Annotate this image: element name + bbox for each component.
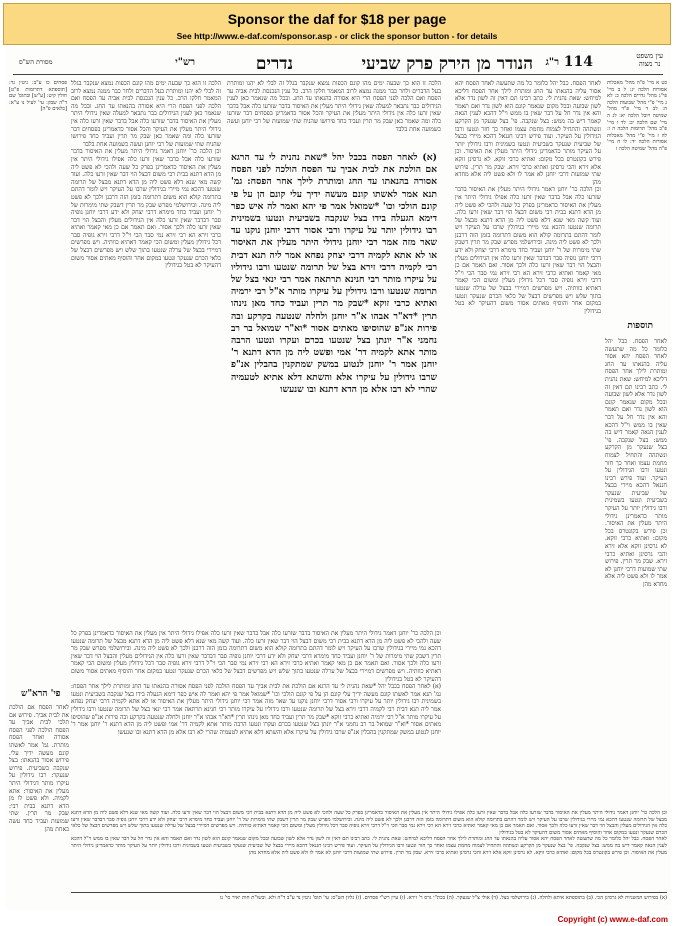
tosafot-text-continued: לאחר הפסח. כבל יהל כלומר כל מה שתעשה לאחר הפסח יהא אסור עליה בהנאתו עד החג ומותרת לילך אחר הפסח דליכא למיחש: שאת נהנית לי. כתב רבינו תם דאין זה לשון נדר אלא לשון שבועה ובכל מקום שנאמר קונם הוא לשון נדר ואם תאמר והא אין נדר חל על דבר שאין בו ממש וי"ל דהכא לענין הנאה קאמר דיש בה ממש: בצל שנקבה. פי' בצל שנעקר מן הקרקע ונשתהה והתחיל לצמוח מחמת עצמו ואחר כך חזר ונטעו ורבו הגידולין על העיקר. ועוד פירש רבינו חננאל דהכא מיירי בבצל של שביעית שנעקר בשביעית ונטעו בשמינית ורבו גידולין יותר על העיקר מותר כדאמרינן גידולי היתר מעלין את האיסור. וכן פירש בקונטרס בכל מקום: ואתיא כרבי זוקא. לא גרסינן זוקא אלא זירא והכי גרסינן ואתיא כרבי זירא. שבק מר תרין. פירוש שתי שמועות דרבי יוחנן לא אמר לו ולא פשט ליה אלא מחדא מהן [455,80,601,186]
sponsor-banner[interactable] [3,3,671,45]
ein-mishpat-header [636,52,663,68]
ein-mishpat-text: כט א מיי' פ"ה מהל' מאכלות אסורות הלכה יג: ל ב מיי' פי"ג מהל' נדרים הלכה כ: לא ג מיי' פ"י מהל' שבועות הלכה ה: לב ד מיי' פ"ד מהל' שמיטה ויובל הלכה יא: לג ה מיי' שם הלכה יב: לד ו מיי' פ"ב מהל' תרומות הלכה ה ו: לה ז מיי' פ"י מהל' מאכלות אסורות הלכה יד: לו ח מיי' פ"ה מהל' שמיטה הלכה ז [607,80,667,152]
masoret-hashas-header: מסורת הש"ס [19,58,53,66]
center-bottom-commentary [71,630,441,806]
chapter-title: הנודר מן הירק פרק שביעי [361,54,533,74]
masoret-hashas-column [9,80,67,685]
gemara-top-text: הלכה זו הוא כך שבעה ימים מהו קונם הכפות נמצא שנקבר בגלל זה לבלי לא יהנו ומותרת בעל הדברים ולחר כבר ממנה נמצא לרוב המאמר חלקו הרב. כל ענין הנכנסת לבית אביה עד הפסח ואם הלכה לפני הפסח הרי היא אסורה בהנאתו עד החג. ובכל מה שנאמר כאן לענין הגידולים כבר נתבאר למעלה שאין גידולי היתר מעלין את האיסור בדבר שזרעו כלה אבל בדבר שאין זרעו כלה אין גידולי היתר מעלין את העיקר והכל אסור כדאמרינן בפסחים דבר שזרעו כלה ומה שאמר כאן שבק מר תרין ועביד כחד פירושו שהניח שתי שמועות של רבי יוחנן ועשה כשמועה אחת בלבד [227,80,441,133]
tosafot-wide-column [455,80,601,793]
tosafot-label: תוספות [627,321,653,331]
gemara-text: (א) לאחר הפסח בכבל יהל *שאת נהנית לי עד הרגא אם הולכת את לבית אביך עד הפסח הולכה לפני הפסח אסורה בהנאתו עד החג ומותרת לילך אחר הפסח: גמ' תנא אמר לאשתו קונם מעשה ידיך עלי קונם הן על פי קונם הולכי וכו' *שמואל אמר פי יהא ואמר לה איש כפר דימא הגעלה בידו בצל שנקבה בשביעית ונטעו בשמינית רבו גידולין יותר על עיקרו ורבי אסור דרבי יוחנן נוקנו עד שאר מזה אמר רבי יוחנן גידולי היתר מעלין את האיסור או לא אתא לקמיה דרבי יצחק נפחא אמר ליה תנא דבית רבי לקמיה דרבי זירא בצל של תרומה שנטעו ורבו גידוליו על עיקרו מותר רבי חנינא תרתאה אמר רבי ינאי בצל של תרומה שנטעו ורבו גידולין על עיקרו מותר א"ל רבי ירמיה ואתיא כרבי זוקא *שבק מר תרין ועביד כחד מאן נינהו תרין *דא"ר אבהו א"ר יוחנן ולחלה שנטעה בקרקע ובה פירות אנ"פ שהוסיפו מאתים אסור *וא"ר שמואל בר רב נחמני א"ר יונתן בצל שנטעו בכרם ועקרו ונטעו הרבה מותר אתא לקמיה דר' אמי ופשט ליה מן הדא דתנא ר' יוחנן אמר ר' יוחנן לנטוע במשק שמתקנין בהבלין אנ"פ שרבו גידולין על עיקרו אלא והשתא דלא אתיא לטעמיה שהרי לא רבו אלא מן הדא דתנא ובו שנעשו [231,152,437,395]
raash-column [9,704,69,909]
bottom-commentary [71,810,667,890]
page-number: 114 [563,54,593,70]
tosafot-text: לאחר הפסח. כבל יהל כלומר כל מה שתעשה לאחר הפסח יהא אסור עליה בהנאתו עד החג ומותרת לילך אחר הפסח דליכא למיחש: שאת נהנית לי. כתב רבינו תם דאין זה לשון נדר אלא לשון שבועה ובכל מקום שנאמר קונם הוא לשון נדר ואם תאמר והא אין נדר חל על דבר שאין בו ממש וי"ל דהכא לענין הנאה קאמר דיש בה ממש: בצל שנקבה. פי' בצל שנעקר מן הקרקע ונשתהה והתחיל לצמוח מחמת עצמו ואחר כך חזר ונטעו ורבו הגידולין על העיקר. ועוד פירש רבינו חננאל דהכא מיירי בבצל של שביעית שנעקר בשביעית ונטעו בשמינית ורבו גידולין יותר על העיקר מותר כדאמרינן גידולי היתר מעלין את האיסור. וכן פירש בקונטרס בכל מקום: ואתיא כרבי זוקא. לא גרסינן זוקא אלא זירא והכי גרסינן ואתיא כרבי זירא. שבק מר תרין. פירוש שתי שמועות דרבי יוחנן לא אמר לו ולא פשט ליה אלא מחדא מהן [605,338,667,588]
raash-label: פי' הרא"ש [21,689,61,699]
header-rule [13,74,663,75]
center-bottom-text-continued: (א) לאחר הפסח בכבל יהל *שאת נהנית לי עד הרגא אם הולכת את לבית אביך עד הפסח הולכה לפני הפסח אסורה בהנאתו עד החג ומותרת לילך אחר הפסח: גמ' תנא אמר לאשתו קונם מעשה ידיך עלי קונם הן על פי קונם הולכי וכו' *שמואל אמר פי יהא ואמר לה איש כפר דימא הגעלה בידו בצל שנקבה בשביעית ונטעו בשמינית רבו גידולין יותר על עיקרו ורבי אסור דרבי יוחנן נוקנו עד שאר מזה אמר רבי יוחנן גידולי היתר מעלין את האיסור או לא אתא לקמיה דרבי יצחק נפחא אמר ליה תנא דבית רבי לקמיה דרבי זירא בצל של תרומה שנטעו ורבו גידוליו על עיקרו מותר רבי חנינא תרתאה אמר רבי ינאי בצל של תרומה שנטעו ורבו גידולין על עיקרו מותר א"ל רבי ירמיה ואתיא כרבי זוקא *שבק מר תרין ועביד כחד מאן נינהו תרין *דא"ר אבהו א"ר יוחנן ולחלה שנטעה בקרקע ובה פירות אנ"פ שהוסיפו מאתים אסור *וא"ר שמואל בר רב נחמני א"ר יונתן בצל שנטעו בכרם ועקרו ונטעו הרבה מותר אתא לקמיה דר' אמי ופשט ליה מן הדא דתנא ר' יוחנן אמר ר' יוחנן לנטוע במשק שמתקנין בהבלין אנ"פ שרבו גידולין על עיקרו אלא והשתא דלא אתיא לטעמיה שהרי לא רבו אלא מן הדא דתנא ובו שנעשו [71,683,441,736]
gemara-top-commentary [227,80,441,146]
sponsor-banner-title[interactable]: Sponsor the daf for $18 per page [227,11,447,27]
footer-notes [71,895,667,909]
copyright-notice[interactable]: Copyright (c) www.e-daf.com [557,915,668,924]
footer-rule [71,892,667,893]
ein-mishpat-label: עין משפט [636,52,663,60]
rashi-text: הלכה זו הוא כך שבעה ימים מהו קונם הכפות נמצא שנקבר בגלל זה לבלי לא יהנו ומותרת בעל הדברים ולחר כבר ממנה נמצא לרוב המאמר חלקו הרב. כל ענין הנכנסת לבית אביה עד הפסח ואם הלכה לפני הפסח הרי היא אסורה בהנאתו עד החג. ובכל מה שנאמר כאן לענין הגידולים כבר נתבאר למעלה שאין גידולי היתר מעלין את האיסור בדבר שזרעו כלה אבל בדבר שאין זרעו כלה אין גידולי היתר מעלין את העיקר והכל אסור כדאמרינן בפסחים דבר שזרעו כלה ומה שאמר כאן שבק מר תרין ועביד כחד פירושו שהניח שתי שמועות של רבי יוחנן ועשה כשמועה אחת בלבד [71,80,221,148]
masoret-text: פסחים כו ע"ב: גיטין נד: [תוספתא דתרומות פ"ט] חולין קיט: [ע"ש] ובתוס' שם ד"ה שבק: עי' לעיל נו ע"א: [כלאים פ"ה] [9,80,67,113]
sponsor-banner-subtitle[interactable]: See http://www.e-daf.com/sponsor.asp - or click the sponsor button - for details [176,31,498,41]
bottom-commentary-text-continued: לאחר הפסח. כבל יהל כלומר כל מה שתעשה לאחר הפסח יהא אסור עליה בהנאתו עד החג ומותרת לילך אחר הפסח דליכא למיחש: שאת נהנית לי. כתב רבינו תם דאין זה לשון נדר אלא לשון שבועה ובכל מקום שנאמר קונם הוא לשון נדר ואם תאמר והא אין נדר חל על דבר שאין בו ממש וי"ל דהכא לענין הנאה קאמר דיש בה ממש: בצל שנקבה. פי' בצל שנעקר מן הקרקע ונשתהה והתחיל לצמוח מחמת עצמו ואחר כך חזר ונטעו ורבו הגידולין על העיקר. ועוד פירש רבינו חננאל דהכא מיירי בבצל של שביעית שנעקר בשביעית ונטעו בשמינית ורבו גידולין יותר על העיקר מותר כדאמרינן גידולי היתר מעלין את האיסור. וכן פירש בקונטרס בכל מקום: ואתיא כרבי זוקא. לא גרסינן זוקא אלא זירא והכי גרסינן ואתיא כרבי זירא. שבק מר תרין. פירוש שתי שמועות דרבי יוחנן לא אמר לו ולא פשט ליה אלא מחדא מהן [71,836,667,856]
page-side: ר"ג [545,57,559,68]
ner-mitzvah-label: נר מצוה [638,60,661,68]
rashi-header: רש"י [175,57,195,68]
tosafot-narrow-column [605,338,667,793]
raash-text: לאחר הפסח אם הולכת את לבית אביך. פירוש אם תלכי לבית אביך עד הפסח הולכה לפני הפסח אסורה ואחר הפסח מותרת. גמ' אמר לאשתו קונם מעשה ידיך עלי. פירוש אסור בהנאתו: בצל שנקבה בשביעית. פירוש שנעקר: רבו גידולין על עיקרו מותר דגידולי היתר מעלין את האיסור: אתא לקמיה. ולא פשט לו מן הדא דתנא בבית רבי: שבק מר תרין. שתי שמועות ועביד כחד עשה כאחת מהן [9,704,69,833]
center-bottom-text: וכן הלכה כר' יוחנן דאמר גידולי היתר מעלין את האיסור בדבר שזרעו כלה אבל בדבר שאין זרעו כלה אפילו גידולי היתר אין מעלין את האיסור כדאמרינן בפרק כל שעה ולהכי לא פשט ליה מן הדא דתנא בבית רבי משום דבצל הוי דבר שאין זרעו כלה. ועוד קשה מאי שנא דלא פשט ליה מן הדא דתנא מבצל של תרומה שנטעו דהכא נמי מיירי בגידולין שרבו על העיקר ויש לומר דהתם בתרומה קולא הוא משום דתרומה בזמן הזה דרבנן ולכך לא פשט ליה מינה. ובירושלמי מפרש שבק מר תרין דשבק שתי מימרות של ר' יוחנן ועביד כחד מימרא דרבי יצחק ולא ידע דרבי יוחנן גופיה סבר דבדבר שאין זרעו כלה אין הגידולים מעלין והבצל הוי דבר שאין זרעו כלה ולכך אסור. ואם תאמר אם כן מאי קאמר ואתיא כרבי זירא הא רבי זירא נמי סבר הכי וי"ל דרבי זירא גופיה סבר דכל גידולין מעלין ומשום הכי קאמר דאתיא כוותיה. ויש מפרשים דמיירי בבצל של ערלה שנטעו בתוך שלש ויש מפרשים דבצל של כלאי הכרם שנעקר ונטעו במקום אחר והוסיף מאתים אסור משום דהעיקר לא בטל בגידולין [71,630,441,683]
rashi-column [71,80,221,720]
talmud-page [5,48,671,910]
tractate-name: נדרים [255,54,293,74]
ein-mishpat-column [607,80,667,285]
gemara-main-text [231,152,437,622]
footer-notes-text: (א) בפירוש המשניות לא גרסינן הכי. (ב) בתוספתא איתא ולחלה. (ג) בירושלמי בצל. (ד) אולי צ"ל שנעקר. (ה) בכת"י גרס ר' זירא. (ו) עיין רש"י פסחים. (ז) גליון הש"ס: עי' תוס' גיטין נד ע"ב ד"ה ולא. ובשו"ת חות יאיר סי' נז [219,895,667,901]
bottom-commentary-text: וכן הלכה כר' יוחנן דאמר גידולי היתר מעלין את האיסור בדבר שזרעו כלה אבל בדבר שאין זרעו כלה אפילו גידולי היתר אין מעלין את האיסור כדאמרינן בפרק כל שעה ולהכי לא פשט ליה מן הדא דתנא בבית רבי משום דבצל הוי דבר שאין זרעו כלה. ועוד קשה מאי שנא דלא פשט ליה מן הדא דתנא מבצל של תרומה שנטעו דהכא נמי מיירי בגידולין שרבו על העיקר ויש לומר דהתם בתרומה קולא הוא משום דתרומה בזמן הזה דרבנן ולכך לא פשט ליה מינה. ובירושלמי מפרש שבק מר תרין דשבק שתי מימרות של ר' יוחנן ועביד כחד מימרא דרבי יצחק ולא ידע דרבי יוחנן גופיה סבר דבדבר שאין זרעו כלה אין הגידולים מעלין והבצל הוי דבר שאין זרעו כלה ולכך אסור. ואם תאמר אם כן מאי קאמר ואתיא כרבי זירא הא רבי זירא נמי סבר הכי וי"ל דרבי זירא גופיה סבר דכל גידולין מעלין ומשום הכי קאמר דאתיא כוותיה. ויש מפרשים דמיירי בבצל של ערלה שנטעו בתוך שלש ויש מפרשים דבצל של כלאי הכרם שנעקר ונטעו במקום אחר והוסיף מאתים אסור משום דהעיקר לא בטל בגידולין [71,810,667,836]
rashi-text-continued: וכן הלכה כר' יוחנן דאמר גידולי היתר מעלין את האיסור בדבר שזרעו כלה אבל בדבר שאין זרעו כלה אפילו גידולי היתר אין מעלין את האיסור כדאמרינן בפרק כל שעה ולהכי לא פשט ליה מן הדא דתנא בבית רבי משום דבצל הוי דבר שאין זרעו כלה. ועוד קשה מאי שנא דלא פשט ליה מן הדא דתנא מבצל של תרומה שנטעו דהכא נמי מיירי בגידולין שרבו על העיקר ויש לומר דהתם בתרומה קולא הוא משום דתרומה בזמן הזה דרבנן ולכך לא פשט ליה מינה. ובירושלמי מפרש שבק מר תרין דשבק שתי מימרות של ר' יוחנן ועביד כחד מימרא דרבי יצחק ולא ידע דרבי יוחנן גופיה סבר דבדבר שאין זרעו כלה אין הגידולים מעלין והבצל הוי דבר שאין זרעו כלה ולכך אסור. ואם תאמר אם כן מאי קאמר ואתיא כרבי זירא הא רבי זירא נמי סבר הכי וי"ל דרבי זירא גופיה סבר דכל גידולין מעלין ומשום הכי קאמר דאתיא כוותיה. ויש מפרשים דמיירי בבצל של ערלה שנטעו בתוך שלש ויש מפרשים דבצל של כלאי הכרם שנעקר ונטעו במקום אחר והוסיף מאתים אסור משום דהעיקר לא בטל בגידולין [71,148,221,270]
tosafot-text-extra: וכן הלכה כר' יוחנן דאמר גידולי היתר מעלין את האיסור בדבר שזרעו כלה אבל בדבר שאין זרעו כלה אפילו גידולי היתר אין מעלין את האיסור כדאמרינן בפרק כל שעה ולהכי לא פשט ליה מן הדא דתנא בבית רבי משום דבצל הוי דבר שאין זרעו כלה. ועוד קשה מאי שנא דלא פשט ליה מן הדא דתנא מבצל של תרומה שנטעו דהכא נמי מיירי בגידולין שרבו על העיקר ויש לומר דהתם בתרומה קולא הוא משום דתרומה בזמן הזה דרבנן ולכך לא פשט ליה מינה. ובירושלמי מפרש שבק מר תרין דשבק שתי מימרות של ר' יוחנן ועביד כחד מימרא דרבי יצחק ולא ידע דרבי יוחנן גופיה סבר דבדבר שאין זרעו כלה אין הגידולים מעלין והבצל הוי דבר שאין זרעו כלה ולכך אסור. ואם תאמר אם כן מאי קאמר ואתיא כרבי זירא הא רבי זירא נמי סבר הכי וי"ל דרבי זירא גופיה סבר דכל גידולין מעלין ומשום הכי קאמר דאתיא כוותיה. ויש מפרשים דמיירי בבצל של ערלה שנטעו בתוך שלש ויש מפרשים דבצל של כלאי הכרם שנעקר ונטעו במקום אחר והוסיף מאתים אסור משום דהעיקר לא בטל בגידולין [455,186,601,315]
